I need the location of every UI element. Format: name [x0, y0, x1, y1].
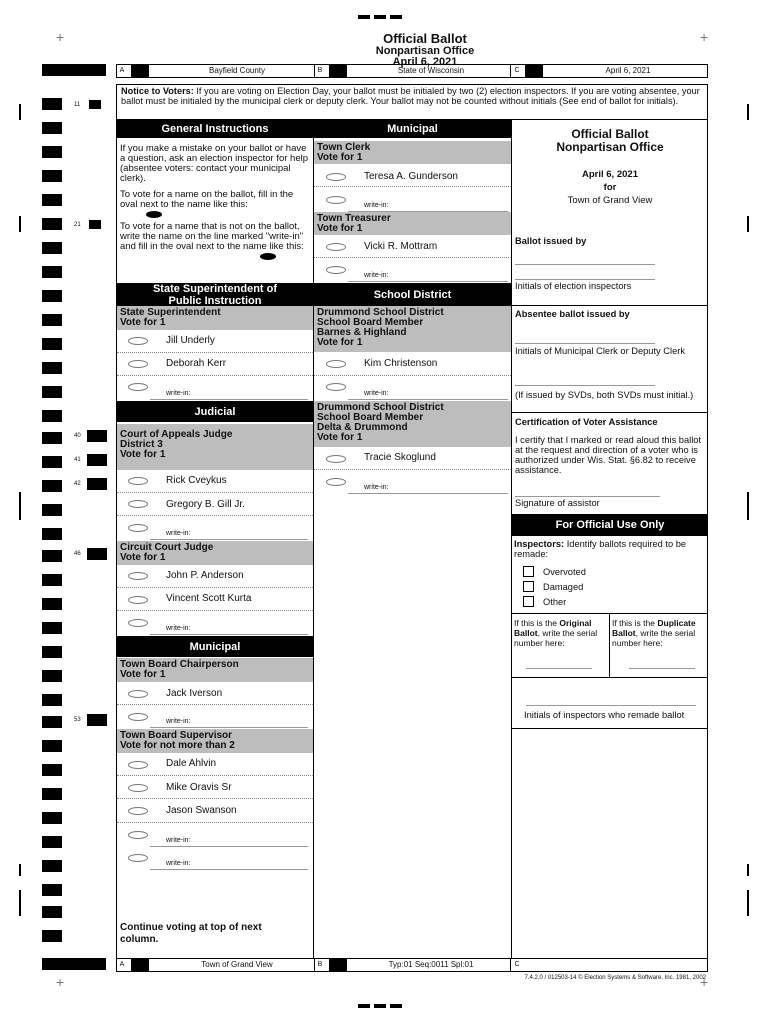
signature-line[interactable] — [515, 496, 660, 497]
section-divider — [512, 728, 708, 729]
strip-town: Town of Grand View — [201, 960, 273, 969]
timing-mark — [42, 362, 62, 374]
registration-mark-tr: + — [700, 29, 709, 45]
write-in-oval[interactable] — [326, 478, 346, 486]
top-center-mark — [374, 15, 386, 19]
timing-mark — [42, 860, 62, 872]
timing-number: 40 — [74, 433, 81, 439]
town-supervisor-office: Town Board Supervisor Vote for not more than 2 — [117, 729, 313, 753]
write-in-line — [150, 727, 308, 728]
write-in-line — [150, 539, 308, 540]
write-in-oval[interactable] — [326, 196, 346, 204]
timing-mark — [42, 906, 62, 918]
strip-state: State of Wisconsin — [397, 66, 465, 75]
timing-number: 11 — [74, 102, 81, 108]
section-divider — [512, 613, 708, 614]
side-tick — [19, 492, 21, 520]
timing-mark — [42, 504, 62, 516]
vote-oval[interactable] — [326, 360, 346, 368]
timing-mark — [42, 884, 62, 896]
timing-mark — [42, 764, 62, 776]
bottom-strip — [116, 958, 708, 972]
timing-mark — [42, 550, 62, 562]
top-center-mark — [358, 15, 370, 19]
vote-oval[interactable] — [128, 500, 148, 508]
timing-mark — [42, 456, 62, 468]
timing-mark — [87, 454, 107, 466]
timing-mark — [42, 646, 62, 658]
original-serial-instruction: If this is the Original Ballot, write the serial number here: — [514, 618, 598, 648]
side-tick — [19, 864, 21, 876]
registration-mark-bl: + — [56, 974, 65, 990]
strip-divider — [510, 65, 511, 77]
write-in-label: write-in: — [364, 390, 389, 397]
other-label: Other — [543, 597, 567, 607]
timing-mark — [87, 430, 107, 442]
timing-mark — [42, 694, 62, 706]
circuit-judge-office: Circuit Court Judge Vote for 1 — [117, 541, 313, 565]
signature-line[interactable] — [515, 279, 655, 280]
candidate-name: Teresa A. Gunderson — [364, 171, 458, 182]
vote-oval[interactable] — [326, 243, 346, 251]
damaged-checkbox[interactable] — [523, 581, 534, 592]
write-in-label: write-in: — [364, 272, 389, 279]
write-in-line — [150, 869, 308, 870]
state-superintendent-heading: State Superintendent of Public Instruction — [117, 283, 313, 306]
right-title: Official Ballot Nonpartisan Office — [556, 127, 664, 154]
damaged-label: Damaged — [543, 582, 584, 592]
serial-divider — [609, 613, 610, 677]
strip-sequence: Typ:01 Seq:0011 Spl:01 — [388, 960, 474, 969]
section-divider — [512, 305, 708, 306]
write-in-oval[interactable] — [128, 383, 148, 391]
timing-mark — [42, 386, 62, 398]
general-instructions-heading: General Instructions — [117, 120, 313, 138]
vote-oval[interactable] — [128, 807, 148, 815]
side-tick — [19, 216, 21, 232]
timing-mark — [89, 100, 101, 109]
municipal-heading-col2: Municipal — [314, 120, 511, 138]
vote-oval[interactable] — [326, 173, 346, 181]
strip-label-a: A — [119, 67, 125, 74]
town-chair-office: Town Board Chairperson Vote for 1 — [117, 658, 313, 682]
timing-mark — [42, 788, 62, 800]
side-tick — [19, 104, 21, 120]
candidate-name: Rick Cveykus — [166, 475, 227, 486]
timing-mark — [87, 714, 107, 726]
side-tick — [19, 890, 21, 916]
school-board-office-2: Drummond School District School Board Member Delta & Drummond Vote for 1 — [314, 401, 511, 447]
timing-mark — [42, 930, 62, 942]
timing-mark — [42, 480, 62, 492]
timing-number: 53 — [74, 717, 81, 723]
overvoted-label: Overvoted — [543, 567, 586, 577]
signature-line[interactable] — [515, 264, 655, 265]
general-instructions-p2: To vote for a name on the ballot, fill in the oval next to the name like this: — [120, 189, 294, 210]
bottom-center-mark — [358, 1004, 370, 1008]
candidate-name: Vicki R. Mottram — [364, 241, 438, 252]
filled-oval-example — [146, 211, 162, 218]
continue-voting: Continue voting at top of next column. — [120, 922, 262, 945]
write-in-line — [348, 493, 508, 494]
vote-oval[interactable] — [128, 690, 148, 698]
signature-line[interactable] — [515, 343, 655, 344]
write-in-label: write-in: — [364, 202, 389, 209]
registration-mark-br: + — [700, 974, 709, 990]
signature-line[interactable] — [515, 385, 655, 386]
vote-oval[interactable] — [128, 596, 148, 604]
strip-divider — [314, 959, 315, 971]
ballot-title: Official Ballot — [383, 31, 467, 46]
original-serial-line[interactable] — [526, 668, 592, 669]
timing-mark — [89, 220, 101, 229]
timing-mark — [42, 242, 62, 254]
write-in-oval[interactable] — [128, 713, 148, 721]
strip-block — [525, 65, 543, 77]
section-divider — [512, 412, 708, 413]
timing-number: 46 — [74, 551, 81, 557]
strip-label-b: B — [317, 67, 323, 74]
timing-mark — [42, 146, 62, 158]
vote-oval[interactable] — [128, 761, 148, 769]
timing-mark — [42, 432, 62, 444]
write-in-line — [150, 634, 308, 635]
notice-lead: Notice to Voters: — [121, 86, 194, 96]
candidate-name: Jason Swanson — [166, 805, 237, 816]
write-in-oval[interactable] — [326, 266, 346, 274]
vote-oval[interactable] — [128, 784, 148, 792]
candidate-name: Dale Ahlvin — [166, 758, 217, 769]
timing-mark — [42, 338, 62, 350]
strip-block — [131, 65, 149, 77]
write-in-line — [348, 399, 508, 400]
section-divider — [512, 677, 708, 678]
general-instructions-p1: If you make a mistake on your ballot or have a question, ask an election inspector for help (absentee voters: contact your municipal clerk). — [120, 143, 309, 184]
write-in-label: write-in: — [364, 484, 389, 491]
certification-heading: Certification of Voter Assistance — [515, 417, 658, 427]
school-district-heading: School District — [314, 283, 511, 306]
ballot-date: April 6, 2021 — [392, 56, 458, 69]
timing-mark — [42, 266, 62, 278]
state-superintendent-office: State Superintendent Vote for 1 — [117, 306, 313, 330]
candidate-name: Jack Iverson — [166, 688, 223, 699]
notice-to-voters — [121, 86, 706, 106]
timing-number: 42 — [74, 481, 81, 487]
judicial-heading: Judicial — [117, 401, 313, 422]
side-tick — [747, 104, 749, 120]
strip-block — [131, 959, 149, 971]
write-in-label: write-in: — [166, 390, 191, 397]
candidate-name: John P. Anderson — [166, 570, 244, 581]
inspectors-instruction: Inspectors: Identify ballots required to be remade: — [514, 539, 687, 559]
svd-note: (If issued by SVDs, both SVDs must initial.) — [515, 390, 694, 400]
remade-initials-label: Initials of inspectors who remade ballot — [524, 710, 685, 720]
side-tick — [747, 890, 749, 916]
write-in-line — [348, 281, 508, 282]
strip-county: Bayfield County — [208, 66, 266, 75]
write-in-label: write-in: — [166, 530, 191, 537]
vote-oval[interactable] — [128, 360, 148, 368]
signature-of-assistor: Signature of assistor — [515, 498, 600, 508]
side-tick — [747, 216, 749, 232]
timing-mark — [42, 622, 62, 634]
write-in-line — [150, 846, 308, 847]
strip-divider — [314, 65, 315, 77]
timing-mark — [42, 958, 106, 970]
filled-oval-example — [260, 253, 276, 260]
municipal-heading-col1: Municipal — [117, 636, 313, 657]
timing-mark — [87, 548, 107, 560]
registration-mark-tl: + — [56, 29, 65, 45]
appeals-judge-office: Court of Appeals Judge District 3 Vote for 1 — [117, 424, 313, 470]
write-in-line — [150, 399, 308, 400]
vote-oval[interactable] — [326, 455, 346, 463]
signature-line[interactable] — [526, 705, 696, 706]
write-in-oval[interactable] — [128, 619, 148, 627]
strip-label-a: A — [119, 961, 125, 968]
write-in-label: write-in: — [166, 625, 191, 632]
overvoted-checkbox[interactable] — [523, 566, 534, 577]
write-in-oval[interactable] — [128, 524, 148, 532]
strip-divider — [510, 959, 511, 971]
candidate-name: Tracie Skoglund — [364, 452, 436, 463]
ballot-subtitle: Nonpartisan Office — [375, 44, 475, 57]
strip-label-c: C — [514, 961, 520, 968]
right-date: April 6, 2021 for Town of Grand View — [567, 169, 653, 206]
timing-mark — [42, 314, 62, 326]
vote-oval[interactable] — [128, 477, 148, 485]
timing-mark — [42, 574, 62, 586]
strip-block — [329, 65, 347, 77]
strip-block — [329, 959, 347, 971]
initials-municipal-clerk: Initials of Municipal Clerk or Deputy Clerk — [515, 346, 685, 356]
timing-mark — [42, 98, 62, 110]
timing-mark — [42, 836, 62, 848]
timing-mark — [87, 478, 107, 490]
candidate-name: Deborah Kerr — [166, 358, 227, 369]
official-use-heading: For Official Use Only — [512, 514, 708, 536]
timing-mark — [42, 598, 62, 610]
timing-mark — [42, 122, 62, 134]
absentee-issued-by: Absentee ballot issued by — [515, 309, 630, 319]
vote-oval[interactable] — [128, 337, 148, 345]
timing-mark — [42, 740, 62, 752]
timing-mark — [42, 812, 62, 824]
side-tick — [747, 864, 749, 876]
strip-c-value — [527, 959, 705, 971]
candidate-name: Vincent Scott Kurta — [166, 593, 252, 604]
ballot-issued-by: Ballot issued by — [515, 236, 587, 246]
timing-mark — [42, 290, 62, 302]
town-treasurer-office: Town Treasurer Vote for 1 — [314, 212, 511, 235]
duplicate-serial-instruction: If this is the Duplicate Ballot, write the serial number here: — [612, 618, 696, 648]
strip-label-b: B — [317, 961, 323, 968]
top-center-mark — [390, 15, 402, 19]
top-strip — [116, 64, 708, 78]
bottom-center-mark — [390, 1004, 402, 1008]
school-board-office-1: Drummond School District School Board Member Barnes & Highland Vote for 1 — [314, 306, 511, 352]
write-in-oval[interactable] — [128, 831, 148, 839]
timing-mark — [42, 194, 62, 206]
footer-copyright: 7.4.2.0 / 012503-14 © Election Systems & Software, Inc. 1981, 2002 — [524, 975, 706, 981]
general-instructions-p3: To vote for a name that is not on the ballot, write the name on the line marked "write-in" and fill in the oval next to the name like this: — [120, 221, 304, 252]
candidate-name: Kim Christenson — [364, 358, 438, 369]
candidate-name: Mike Oravis Sr — [166, 782, 232, 793]
timing-number: 21 — [74, 222, 81, 228]
duplicate-serial-line[interactable] — [629, 668, 695, 669]
certification-text: I certify that I marked or read aloud this ballot at the request and direction of a voter who is authorized under Wis. Stat. §6.82 to receive assistance. — [515, 435, 702, 475]
write-in-oval[interactable] — [326, 383, 346, 391]
timing-number: 41 — [74, 457, 81, 463]
side-tick — [747, 492, 749, 520]
other-checkbox[interactable] — [523, 596, 534, 607]
timing-mark — [42, 218, 62, 230]
notice-text: If you are voting on Election Day, your ballot must be initialed by two (2) election inspectors. If you are voting absentee, your ballot must be initialed by the municipal clerk or deputy clerk. Your ballot may not be counted without initials (See end of ballot for initials). — [121, 86, 700, 106]
column-divider-2 — [511, 119, 512, 959]
write-in-label: write-in: — [166, 860, 191, 867]
write-in-label: write-in: — [166, 837, 191, 844]
write-in-oval[interactable] — [128, 854, 148, 862]
town-clerk-office: Town Clerk Vote for 1 — [314, 141, 511, 164]
candidate-name: Gregory B. Gill Jr. — [166, 499, 245, 510]
strip-label-c: C — [514, 67, 520, 74]
timing-mark — [42, 670, 62, 682]
bottom-center-mark — [374, 1004, 386, 1008]
timing-mark — [42, 410, 62, 422]
vote-oval[interactable] — [128, 572, 148, 580]
timing-mark — [42, 528, 62, 540]
timing-mark — [42, 170, 62, 182]
initials-election-inspectors: Initials of election inspectors — [515, 281, 632, 291]
timing-mark — [42, 716, 62, 728]
strip-date: April 6, 2021 — [605, 66, 651, 75]
write-in-label: write-in: — [166, 718, 191, 725]
candidate-name: Jill Underly — [166, 335, 215, 346]
timing-mark — [42, 64, 106, 76]
